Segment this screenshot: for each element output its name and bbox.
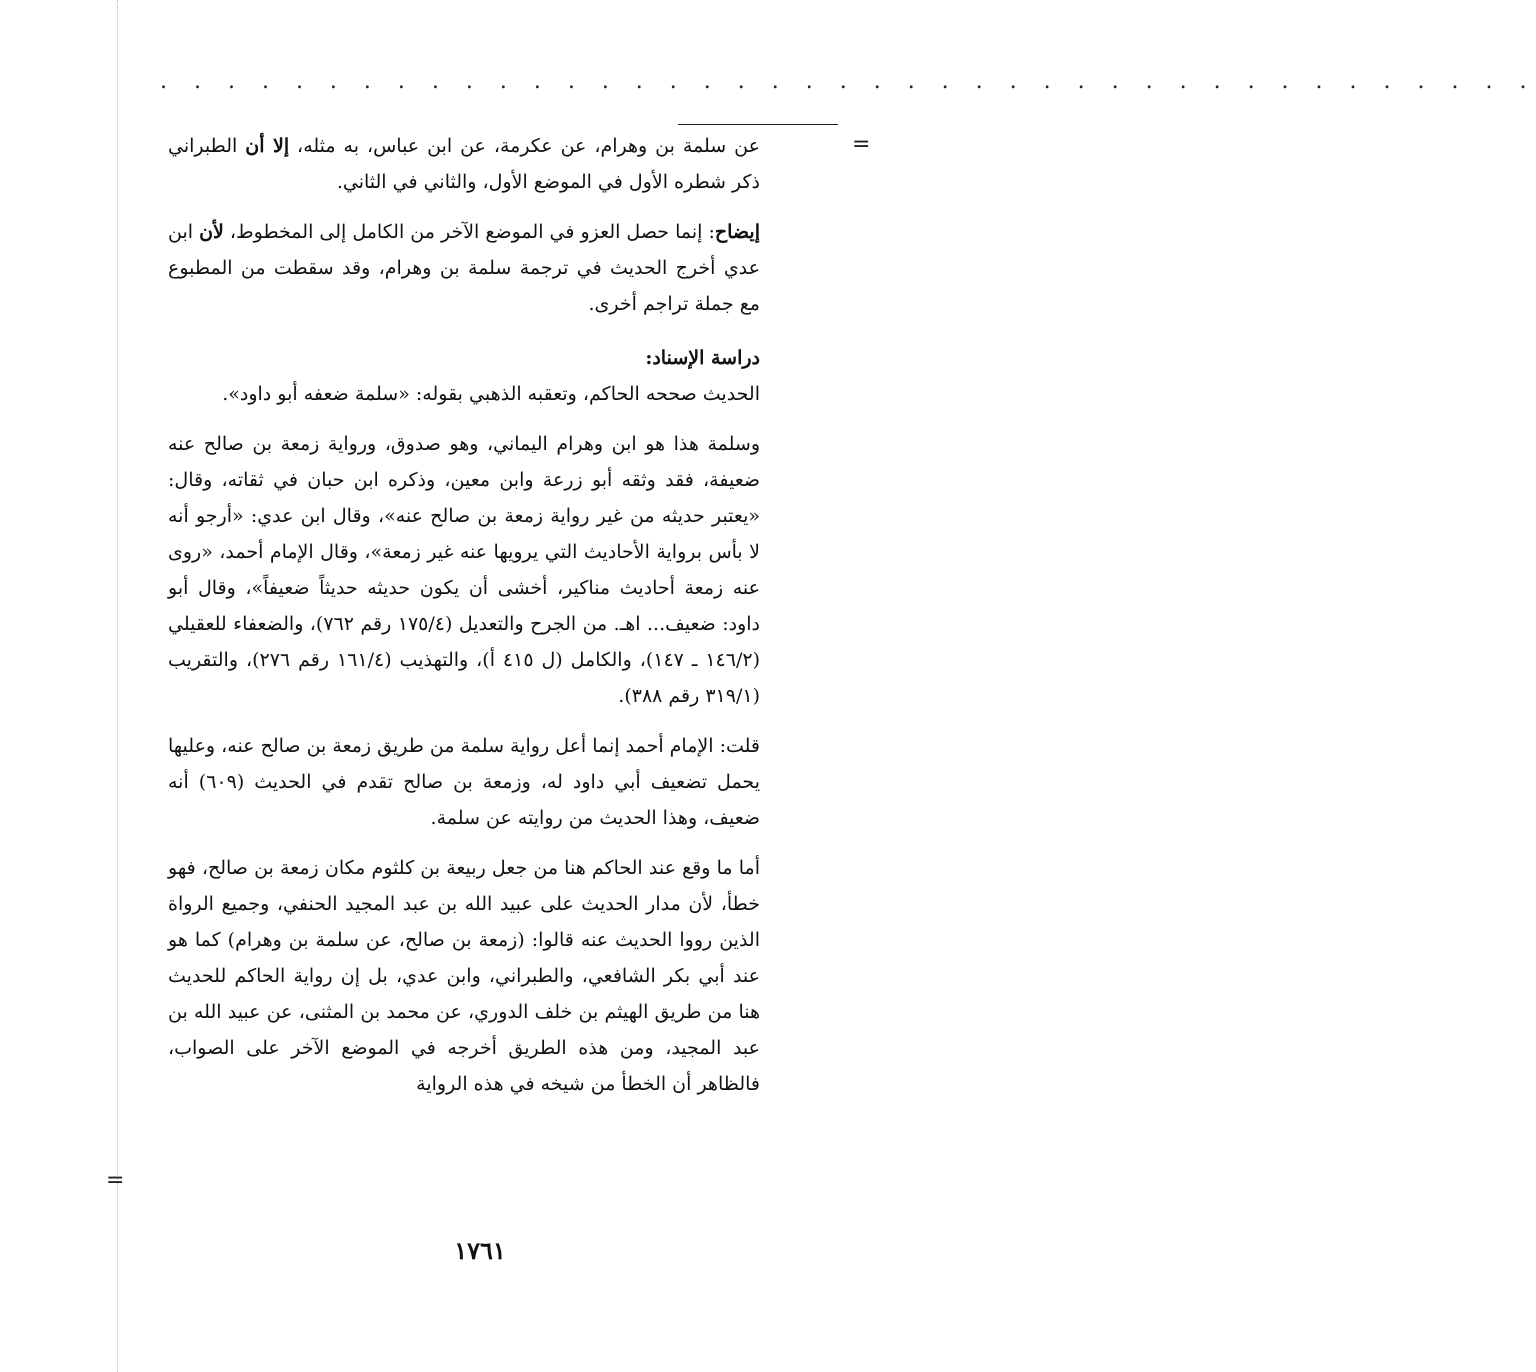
page-number: ١٧٦١ xyxy=(454,1236,506,1265)
page-body xyxy=(168,128,760,1102)
continuation-marker-top: = xyxy=(852,132,871,157)
clarification-bold-word: لأن xyxy=(199,221,224,243)
header-dotted-rule: . . . . . . . . . . . . . . . . . . . . . . . . . . . . . . . . . . . . . . . . . xyxy=(160,69,1536,94)
footnote-text-end: الطبراني ذكر شطره الأول في الموضع الأول، والثاني في الثاني. xyxy=(168,135,760,193)
clarification-paragraph xyxy=(168,214,760,322)
footnote-separator-line xyxy=(678,124,838,125)
clarification-text-end: ابن عدي أخرج الحديث في ترجمة سلمة بن وهرام، وقد سقطت من المطبوع مع جملة تراجم أخرى. xyxy=(168,221,760,315)
clarification-text-start: : إنما حصل العزو في الموضع الآخر من الكامل إلى المخطوط، xyxy=(223,221,715,243)
paragraph-salama-narrator: وسلمة هذا هو ابن وهرام اليماني، وهو صدوق، ورواية زمعة بن صالح عنه ضعيفة، فقد وثقه أبو زرعة وابن معين، وذكره ابن حبان في ثقاته، وقال: «يعتبر حديثه من غير رواية زمعة بن صالح عنه»، وقال ابن عدي: «أرجو أنه لا بأس برواية الأحاديث التي يرويها عنه غير زمعة»، وقال الإمام أحمد، «روى عنه زمعة أحاديث مناكير، أخشى أن يكون حديثه حديثاً ضعيفاً»، وقال أبو داود: ضعيف... اهـ. من الجرح والتعديل (١٧٥/٤ رقم ٧٦٢)، والضعفاء للعقيلي (١٤٦/٢ ـ ١٤٧)، والكامل (ل ٤١٥ أ)، والتهذيب (١٦١/٤ رقم ٢٧٦)، والتقريب (٣١٩/١ رقم ٣٨٨). xyxy=(168,433,761,707)
page-edge-dotted-line xyxy=(117,0,118,1372)
paragraph-hakim-dhahabi: الحديث صححه الحاكم، وتعقبه الذهبي بقوله: «سلمة ضعفه أبو داود». xyxy=(222,383,760,405)
paragraph-hakim-error: أما ما وقع عند الحاكم هنا من جعل ربيعة بن كلثوم مكان زمعة بن صالح، فهو خطأ، لأن مدار الحديث على عبيد الله بن عبد المجيد الحنفي، وجميع الرواة الذين رووا الحديث عنه قالوا: (زمعة بن صالح، عن سلمة بن وهرام) كما هو عند أبي بكر الشافعي، والطبراني، وابن عدي، بل إن رواية الحاكم للحديث هنا من طريق الهيثم بن خلف الدوري، عن محمد بن المثنى، عن عبيد الله بن عبد المجيد، ومن هذه الطريق أخرجه في الموضع الآخر على الصواب، فالظاهر أن الخطأ من شيخه في هذه الرواية xyxy=(168,857,760,1095)
continuation-marker-bottom: = xyxy=(106,1168,125,1193)
footnote-text-start: عن سلمة بن وهرام، عن عكرمة، عن ابن عباس، به مثله، xyxy=(289,135,760,157)
footnote-continuation xyxy=(168,128,760,200)
isnad-section-heading: دراسة الإسناد: xyxy=(645,347,760,369)
paragraph-author-comment: قلت: الإمام أحمد إنما أعل رواية سلمة من طريق زمعة بن صالح عنه، وعليها يحمل تضعيف أبي داود له، وزمعة بن صالح تقدم في الحديث (٦٠٩) أنه ضعيف، وهذا الحديث من روايته عن سلمة. xyxy=(168,735,760,829)
footnote-bold-word: إلا أن xyxy=(245,135,290,157)
clarification-label: إيضاح xyxy=(714,221,760,243)
